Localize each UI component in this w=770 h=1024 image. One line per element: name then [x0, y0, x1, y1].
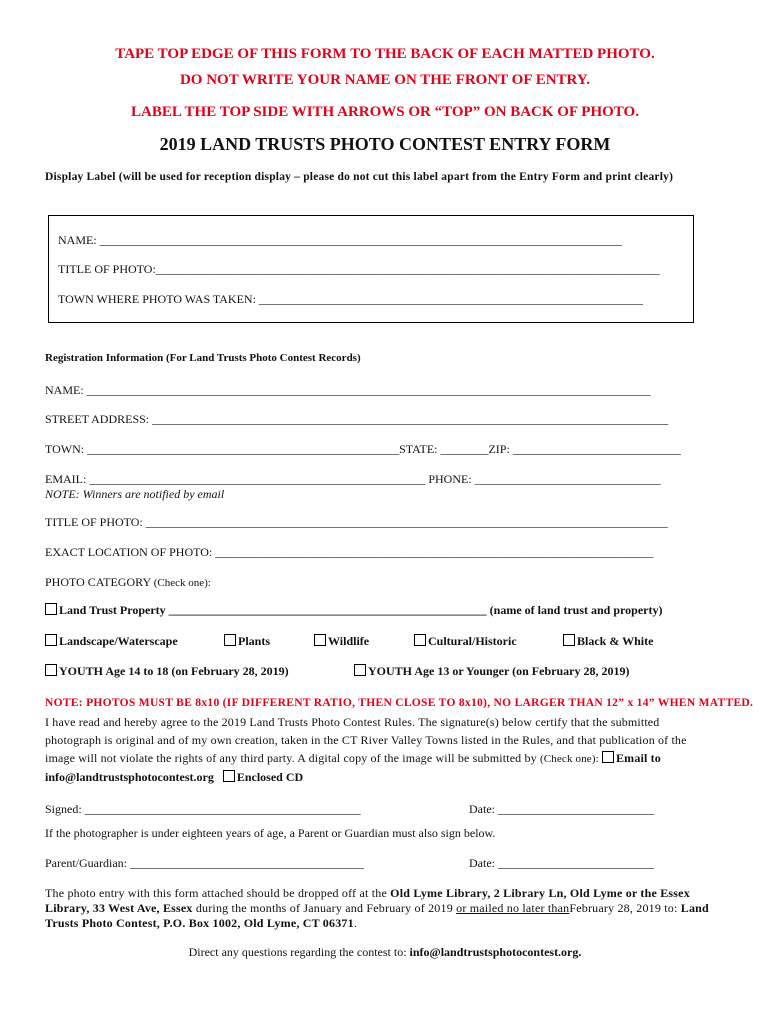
- signed-field[interactable]: Signed: ______________________________________________: [45, 802, 361, 816]
- youth-14-18-checkbox[interactable]: [45, 664, 57, 676]
- submission-options-row: [45, 770, 303, 785]
- email-submit-label: Email to: [616, 751, 661, 765]
- cd-checkbox[interactable]: [223, 770, 235, 782]
- landscape-label: Landscape/Waterscape: [59, 634, 178, 648]
- parent-guardian-field[interactable]: Parent/Guardian: _______________________________________: [45, 856, 364, 870]
- landscape-checkbox[interactable]: [45, 634, 57, 646]
- black-white-label: Black & White: [577, 634, 654, 648]
- category-wildlife[interactable]: [314, 634, 369, 649]
- land-trust-checkbox[interactable]: [45, 603, 57, 615]
- dropoff-line-2b: during the months of January and February of 2019: [195, 901, 453, 915]
- agreement-line-2: photograph is original and of my own creation, taken in the CT River Valley Towns listed in the Rules, and that publication of the: [45, 733, 687, 747]
- category-black-white[interactable]: [563, 634, 653, 649]
- display-town-field[interactable]: TOWN WHERE PHOTO WAS TAKEN: ________________________________________________________________: [58, 292, 643, 306]
- agreement-line-1: I have read and hereby agree to the 2019 Land Trusts Photo Contest Rules. The signature(s) below certify that the submitted: [45, 715, 660, 729]
- questions-line: [0, 945, 770, 960]
- dropoff-line-2a: Library, 33 West Ave, Essex: [45, 901, 193, 915]
- instruction-label-top: LABEL THE TOP SIDE WITH ARROWS OR “TOP” ON BACK OF PHOTO.: [131, 104, 639, 120]
- display-label-note: Display Label (will be used for reception display – please do not cut this label apart from the Entry Form and print clearly): [45, 171, 674, 183]
- date-field-1[interactable]: Date: __________________________: [469, 802, 654, 816]
- cultural-label: Cultural/Historic: [428, 634, 517, 648]
- reg-location-field[interactable]: EXACT LOCATION OF PHOTO: _________________________________________________________________________: [45, 545, 654, 559]
- minor-note: If the photographer is under eighteen years of age, a Parent or Guardian must also sign below.: [45, 826, 496, 840]
- category-cultural[interactable]: [414, 634, 517, 649]
- youth-14-18-option[interactable]: [45, 664, 289, 679]
- display-title-field[interactable]: TITLE OF PHOTO:____________________________________________________________________________________: [58, 262, 660, 276]
- land-trust-label: Land Trust Property _____________________________________________________ (name of land trust and property): [59, 603, 663, 617]
- display-name-field[interactable]: NAME: _______________________________________________________________________________________: [58, 233, 622, 247]
- youth-14-18-label: YOUTH Age 14 to 18 (on February 28, 2019): [59, 664, 289, 678]
- email-submit-option[interactable]: [602, 751, 661, 765]
- photo-category-hint: (Check one):: [153, 577, 211, 589]
- land-trust-option[interactable]: [45, 603, 662, 618]
- agreement-line-3: [45, 751, 661, 766]
- page-title: 2019 LAND TRUSTS PHOTO CONTEST ENTRY FORM: [159, 134, 611, 154]
- questions-email-link[interactable]: info@landtrustsphotocontest.org.: [409, 945, 582, 959]
- date-field-2[interactable]: Date: __________________________: [469, 856, 654, 870]
- agreement-line-3-text: image will not violate the rights of any third party. A digital copy of the image will be submitted by: [45, 751, 537, 765]
- category-landscape[interactable]: [45, 634, 178, 649]
- reg-town-state-zip-field[interactable]: TOWN: ____________________________________________________STATE: ________ZIP: ____________________________: [45, 442, 681, 456]
- registration-heading: Registration Information (For Land Trusts Photo Contest Records): [45, 352, 361, 364]
- dropoff-line-2e: Land: [680, 901, 709, 915]
- youth-13-checkbox[interactable]: [354, 664, 366, 676]
- cd-option[interactable]: [223, 770, 303, 784]
- photo-category-label: [45, 575, 211, 590]
- photo-category-text: PHOTO CATEGORY: [45, 575, 151, 589]
- questions-text: Direct any questions regarding the contest to:: [188, 945, 407, 959]
- reg-name-field[interactable]: NAME: ______________________________________________________________________________________________: [45, 383, 651, 397]
- dropoff-line-2c: or mailed no later than: [456, 901, 570, 915]
- size-note: NOTE: PHOTOS MUST BE 8x10 (IF DIFFERENT RATIO, THEN CLOSE TO 8x10), NO LARGER THAN 12” x 14” WHEN MATTED.: [45, 697, 754, 709]
- email-note: NOTE: Winners are notified by email: [45, 487, 225, 501]
- category-plants[interactable]: [224, 634, 270, 649]
- wildlife-checkbox[interactable]: [314, 634, 326, 646]
- dropoff-line-1: [45, 886, 690, 901]
- youth-13-label: YOUTH Age 13 or Younger (on February 28, 2019): [368, 664, 630, 678]
- dropoff-address: Trusts Photo Contest, P.O. Box 1002, Old Lyme, CT 06371: [45, 916, 354, 930]
- black-white-checkbox[interactable]: [563, 634, 575, 646]
- instruction-no-name: DO NOT WRITE YOUR NAME ON THE FRONT OF ENTRY.: [179, 72, 591, 88]
- dropoff-line-1a: The photo entry with this form attached should be dropped off at the: [45, 886, 387, 900]
- reg-street-field[interactable]: STREET ADDRESS: ______________________________________________________________________________________: [45, 412, 669, 426]
- check-one-hint: (Check one):: [539, 753, 599, 765]
- email-submit-checkbox[interactable]: [602, 751, 614, 763]
- instruction-tape-top: TAPE TOP EDGE OF THIS FORM TO THE BACK OF EACH MATTED PHOTO.: [115, 46, 655, 62]
- dropoff-line-2: [45, 901, 709, 916]
- dropoff-line-1b: Old Lyme Library, 2 Library Ln, Old Lyme or the Essex: [390, 886, 690, 900]
- dropoff-line-3: [45, 916, 357, 931]
- reg-photo-title-field[interactable]: TITLE OF PHOTO: _______________________________________________________________________________________: [45, 515, 668, 529]
- cd-label: Enclosed CD: [236, 770, 304, 784]
- reg-email-phone-field[interactable]: EMAIL: ________________________________________________________ PHONE: _______________________________: [45, 472, 661, 486]
- dropoff-address-period: .: [353, 916, 358, 930]
- youth-13-option[interactable]: [354, 664, 629, 679]
- dropoff-line-2d: February 28, 2019 to:: [569, 901, 678, 915]
- plants-checkbox[interactable]: [224, 634, 236, 646]
- cultural-checkbox[interactable]: [414, 634, 426, 646]
- submission-email-address: info@landtrustsphotocontest.org: [45, 770, 214, 784]
- plants-label: Plants: [238, 634, 271, 648]
- wildlife-label: Wildlife: [328, 634, 370, 648]
